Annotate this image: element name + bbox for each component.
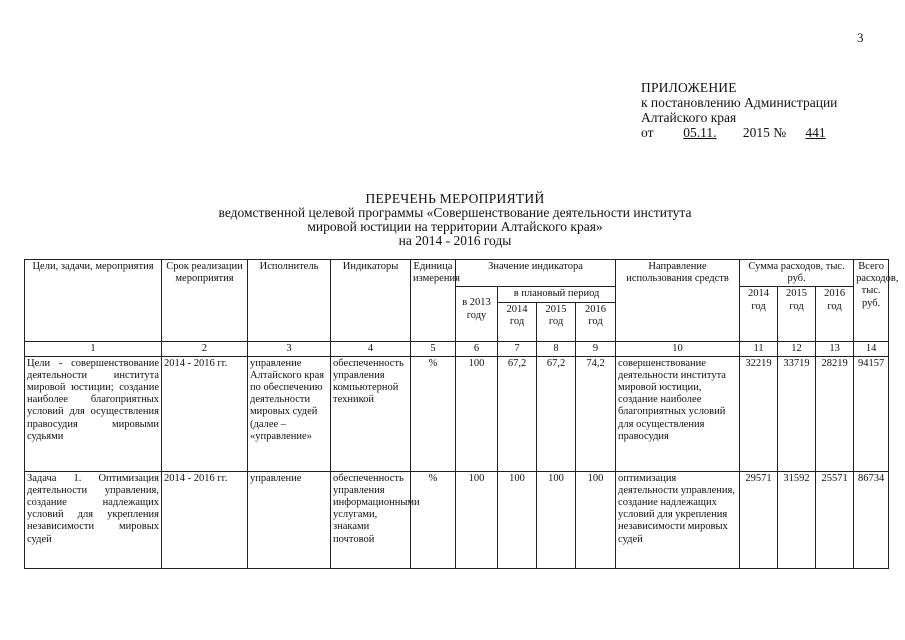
header-value-2014: 2014 год — [498, 302, 537, 341]
direction-cell: совершенствование деятельности института мировой юстиции, создание наиболее благоприятных условий для осуществления правосудия — [616, 356, 740, 471]
column-number: 3 — [248, 341, 331, 356]
indicator-cell: обеспеченность управления информационными услугами, знаками почтовой — [331, 471, 411, 568]
heading-line-1: ведомственной целевой программы «Совершенствование деятельности института — [218, 205, 692, 220]
value-2013-cell: 100 — [456, 356, 498, 471]
document-heading — [150, 192, 760, 248]
column-number: 13 — [816, 341, 854, 356]
goal-cell: Цели - совершенствование деятельности института мировой юстиции; создание наиболее благоприятных условий для осуществления правосудия мировыми судьями — [25, 356, 162, 471]
unit-cell: % — [411, 356, 456, 471]
value-2016-cell: 74,2 — [576, 356, 616, 471]
header-total: Всего расходов, тыс. руб. — [854, 260, 889, 342]
appendix-date-line — [641, 125, 842, 140]
decree-number: 441 — [805, 125, 826, 140]
column-number: 4 — [331, 341, 411, 356]
unit-cell: % — [411, 471, 456, 568]
heading-line-3: на 2014 - 2016 годы — [398, 233, 512, 248]
header-value-2016: 2016 год — [576, 302, 616, 341]
indicator-cell: обеспеченность управления компьютерной техникой — [331, 356, 411, 471]
column-number: 12 — [778, 341, 816, 356]
value-2015-cell: 67,2 — [537, 356, 576, 471]
column-number: 6 — [456, 341, 498, 356]
direction-cell: оптимизация деятельности управления, создание надлежащих условий для укрепления независимости мировых судей — [616, 471, 740, 568]
executor-cell: управление — [248, 471, 331, 568]
total-cell: 86734 — [854, 471, 889, 568]
date-prefix: от — [641, 125, 654, 140]
header-base-year: в 2013 году — [456, 287, 498, 341]
header-goals: Цели, задачи, мероприятия — [25, 260, 162, 342]
decree-year: 2015 № — [742, 125, 787, 140]
header-value-2015: 2015 год — [537, 302, 576, 341]
header-planned-period: в плановый период — [498, 287, 616, 302]
column-number: 2 — [162, 341, 248, 356]
column-number: 1 — [25, 341, 162, 356]
page-number: 3 — [857, 30, 864, 45]
column-number: 10 — [616, 341, 740, 356]
column-number: 9 — [576, 341, 616, 356]
header-indicator-value: Значение индикатора — [456, 260, 616, 287]
header-expenses: Сумма расходов, тыс. руб. — [740, 260, 854, 287]
appendix-line-1: к постановлению Администрации — [641, 95, 838, 110]
appendix-block — [641, 80, 842, 140]
value-2014-cell: 67,2 — [498, 356, 537, 471]
header-indicators: Индикаторы — [331, 260, 411, 342]
header-unit: Единица измерения — [411, 260, 456, 342]
expense-2016-cell: 28219 — [816, 356, 854, 471]
appendix-title: ПРИЛОЖЕНИЕ — [641, 80, 737, 95]
term-cell: 2014 - 2016 гг. — [162, 356, 248, 471]
header-expense-2016: 2016 год — [816, 287, 854, 341]
goal-cell: Задача 1. Оптимизация деятельности управления, создание надлежащих условий для укрепления независимости мировых судей — [25, 471, 162, 568]
value-2013-cell: 100 — [456, 471, 498, 568]
expense-2014-cell: 32219 — [740, 356, 778, 471]
column-number-row — [25, 341, 889, 356]
value-2015-cell: 100 — [537, 471, 576, 568]
column-number: 14 — [854, 341, 889, 356]
total-cell: 94157 — [854, 356, 889, 471]
executor-cell: управление Алтайского края по обеспечению деятельности мировых судей (далее – «управление» — [248, 356, 331, 471]
header-expense-2014: 2014 год — [740, 287, 778, 341]
expense-2015-cell: 31592 — [778, 471, 816, 568]
value-2016-cell: 100 — [576, 471, 616, 568]
measures-table — [24, 259, 899, 569]
column-number: 8 — [537, 341, 576, 356]
table-row — [25, 471, 889, 568]
header-term: Срок реализации мероприятия — [162, 260, 248, 342]
appendix-line-2: Алтайского края — [641, 110, 737, 125]
expense-2014-cell: 29571 — [740, 471, 778, 568]
header-direction: Направление использования средств — [616, 260, 740, 342]
header-row-1 — [25, 260, 889, 287]
expense-2015-cell: 33719 — [778, 356, 816, 471]
value-2014-cell: 100 — [498, 471, 537, 568]
column-number: 11 — [740, 341, 778, 356]
expense-2016-cell: 25571 — [816, 471, 854, 568]
table-row — [25, 356, 889, 471]
heading-title: ПЕРЕЧЕНЬ МЕРОПРИЯТИЙ — [365, 191, 545, 206]
header-executor: Исполнитель — [248, 260, 331, 342]
header-expense-2015: 2015 год — [778, 287, 816, 341]
heading-line-2: мировой юстиции на территории Алтайского края» — [307, 219, 603, 234]
column-number: 7 — [498, 341, 537, 356]
term-cell: 2014 - 2016 гг. — [162, 471, 248, 568]
column-number: 5 — [411, 341, 456, 356]
decree-date: 05.11. — [683, 125, 717, 140]
